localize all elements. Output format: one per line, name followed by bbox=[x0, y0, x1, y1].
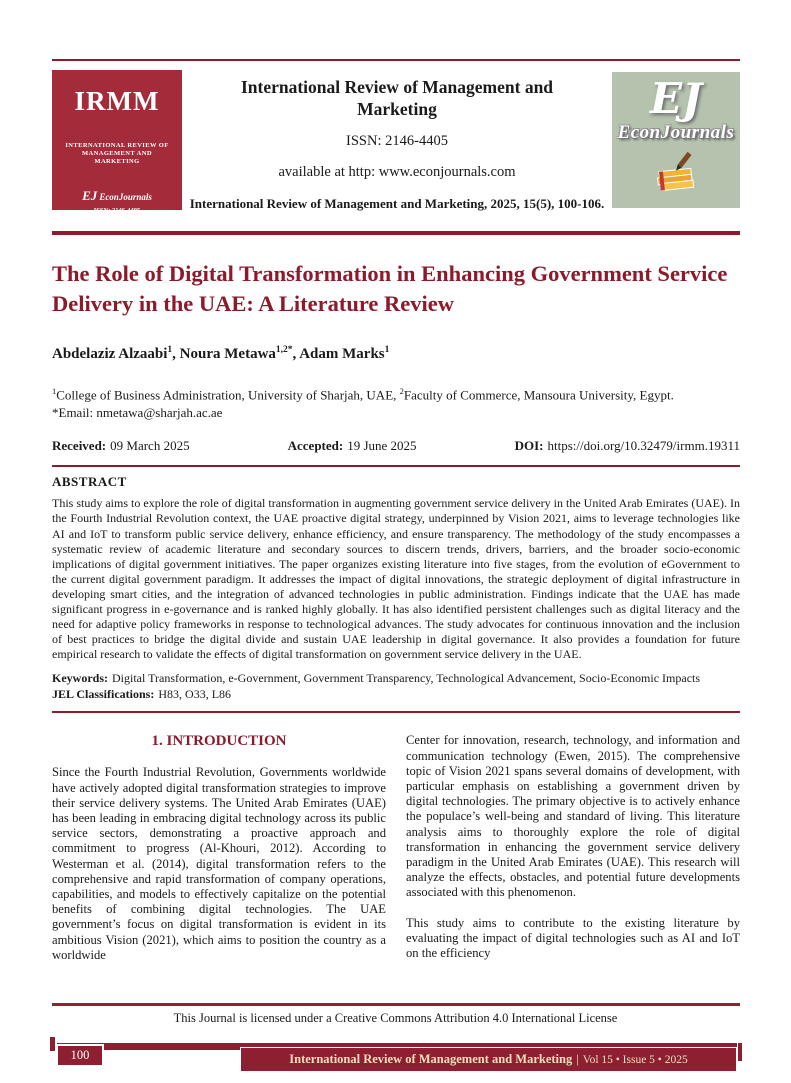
econjournals-name: EconJournals bbox=[617, 122, 735, 143]
bottom-bar-left-tick bbox=[50, 1037, 55, 1051]
affil-marker: 2 bbox=[399, 386, 404, 396]
irmm-publisher-name: EconJournals bbox=[99, 192, 152, 202]
corresponding-email: *Email: nmetawa@sharjah.ac.ae bbox=[52, 405, 223, 421]
masthead-center bbox=[182, 70, 612, 212]
books-pencil-icon bbox=[650, 149, 702, 195]
irmm-issn: ISSN: 2146-4405 bbox=[93, 207, 141, 214]
top-rule bbox=[52, 59, 740, 61]
author-name: Abdelaziz Alzaabi bbox=[52, 346, 168, 362]
author-affil-marker: 1 bbox=[384, 345, 390, 355]
doi-label: DOI: bbox=[514, 438, 544, 454]
accepted-label: Accepted: bbox=[287, 438, 344, 454]
author-name: , Noura Metawa bbox=[172, 346, 276, 362]
article-title: The Role of Digital Transformation in Enhancing Government Service Delivery in the UAE: A Literature Review bbox=[52, 261, 728, 316]
keywords-label: Keywords: bbox=[52, 671, 108, 686]
footer-rule bbox=[52, 1003, 740, 1006]
author-affil-marker: 1 bbox=[167, 345, 173, 355]
received-date bbox=[52, 438, 190, 454]
intro-column-left bbox=[52, 733, 386, 963]
irmm-publisher-initials: EJ bbox=[82, 188, 98, 203]
keywords-block bbox=[52, 671, 740, 702]
accepted-value: 19 June 2025 bbox=[347, 438, 417, 454]
keywords-line bbox=[52, 671, 740, 687]
volume-issue-bar bbox=[240, 1047, 737, 1072]
license-line: This Journal is licensed under a Creative Commons Attribution 4.0 International License bbox=[173, 1011, 618, 1025]
intro-paragraph: Center for innovation, research, technology, and information and communication technology (Ewen, 2015). The comprehensive topic of Vision 2021 spans several domains of development, with particular emphasis on establishing a government driven by digital technologies. The primary objective is to actively enhance the populace’s well-being and standard of living. This literature analysis aims to thoroughly explore the role of digital transformation in enhancing the government service delivery paradigm in the United Arab Emirates (UAE). This research will analyze the effects, obstacles, and potential future developments associated with this phenomenon. bbox=[406, 733, 740, 900]
affiliation-line bbox=[52, 382, 740, 404]
journal-availability: available at http: www.econjournals.com bbox=[278, 164, 516, 180]
jel-line bbox=[52, 687, 740, 703]
introduction-columns bbox=[52, 733, 740, 963]
affiliation-text: College of Business Administration, University of Sharjah, UAE, bbox=[56, 387, 400, 403]
keywords-value: Digital Transformation, e-Government, Government Transparency, Technological Advancement, Socio-Economic Impacts bbox=[112, 671, 701, 686]
journal-title: International Review of Management and Marketing bbox=[240, 77, 554, 119]
bar-separator: | bbox=[576, 1052, 579, 1066]
header-rule bbox=[52, 231, 740, 235]
masthead bbox=[52, 70, 740, 212]
keywords-rule bbox=[52, 711, 740, 713]
irmm-subtitle: INTERNATIONAL REVIEW OF MANAGEMENT AND MARKETING bbox=[65, 142, 169, 165]
affiliation-text: Faculty of Commerce, Mansoura University, Egypt. bbox=[403, 387, 674, 403]
bar-journal-title: International Review of Management and Marketing bbox=[289, 1052, 573, 1066]
received-value: 09 March 2025 bbox=[110, 438, 190, 454]
abstract-text: This study aims to explore the role of digital transformation in augmenting government service delivery in the United Arab Emirates (UAE). In the Fourth Industrial Revolution context, the UAE proactive digital strategy, underpinned by Vision 2021, aims to leverage technologies like AI and IoT to transform public service delivery, enhance efficiency, and ensure transparency. The methodology of the study encompasses a systematic review of academic literature and secondary sources to discern trends, drivers, barriers, and the broader socio-economic implications of digital government initiatives. The paper organizes existing literature into five stages, from the evolution of eGovernment to the current digital government paradigm. It addresses the impact of digital innovations, the strategic deployment of digital infrastructure in developing smart cities, and the integration of advanced technologies in public administration. Findings indicate that the UAE has made significant progress in e-governance and is ranked highly globally. It has also identified persistent challenges such as digital literacy and the need for adaptive policy frameworks in response to technological advances. The study advocates for continuous innovation and the inclusion of best practices to bridge the digital divide and sustain UAE leadership in digital governance. It also provides a foundation for future empirical research to validate the effects of digital transformation on government service delivery in the UAE. bbox=[52, 496, 740, 662]
accepted-date bbox=[288, 438, 417, 454]
abstract-rule bbox=[52, 465, 740, 467]
journal-first-page bbox=[0, 59, 791, 1083]
journal-citation: International Review of Management and Marketing, 2025, 15(5), 100-106. bbox=[189, 196, 605, 211]
introduction-heading: 1. INTRODUCTION bbox=[151, 733, 287, 750]
jel-label: JEL Classifications: bbox=[52, 686, 155, 701]
irmm-publisher bbox=[82, 188, 152, 204]
author-affil-marker: 1,2* bbox=[275, 345, 293, 355]
intro-column-right bbox=[406, 733, 740, 963]
abstract-heading: ABSTRACT bbox=[52, 474, 127, 490]
received-label: Received: bbox=[52, 438, 107, 454]
intro-paragraph: Since the Fourth Industrial Revolution, Governments worldwide have actively adopted digital transformation strategies to improve their service delivery systems. The United Arab Emirates (UAE) has been leading in embracing digital technology across its public service sectors, demonstrating a proactive approach and commitment to progress (Al-Khouri, 2012). According to Westerman et al. (2014), digital transformation refers to the comprehensive and rapid transformation of company operations, capabilities, and models to effectively capitalize on the potential benefits of combining digital technologies. The UAE government’s focus on digital transformation is evident in its ambitious Vision (2021), which aims to position the country as a worldwide bbox=[52, 765, 386, 962]
irmm-acronym: IRMM bbox=[74, 86, 160, 116]
econjournals-initials: EJ bbox=[650, 74, 702, 123]
author-line bbox=[52, 345, 740, 363]
doi bbox=[515, 438, 740, 454]
jel-value: H83, O33, L86 bbox=[158, 686, 232, 701]
irmm-cover-logo bbox=[52, 70, 182, 214]
affil-marker: 1 bbox=[52, 386, 57, 396]
page-number: 100 bbox=[56, 1044, 104, 1067]
bottom-bar bbox=[0, 1043, 791, 1079]
bar-volume-issue: Vol 15 • Issue 5 • 2025 bbox=[582, 1054, 688, 1066]
author-name: , Adam Marks bbox=[292, 346, 385, 362]
journal-issn: ISSN: 2146-4405 bbox=[346, 133, 448, 149]
article-meta-row bbox=[52, 438, 740, 454]
intro-paragraph: This study aims to contribute to the existing literature by evaluating the impact of digital technologies such as AI and IoT on the efficiency bbox=[406, 915, 740, 960]
doi-value: https://doi.org/10.32479/irmm.19311 bbox=[547, 438, 740, 454]
econjournals-logo bbox=[612, 72, 740, 208]
bottom-bar-right-tick bbox=[737, 1043, 743, 1062]
